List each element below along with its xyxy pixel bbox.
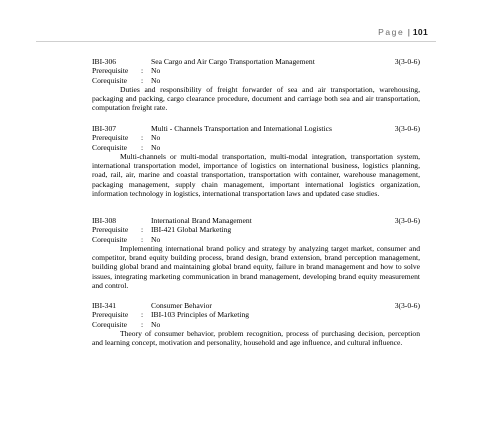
prerequisite-value: IBI-103 Principles of Marketing [151, 310, 250, 320]
course-description: Duties and responsibility of freight forwarder of sea and air transportation, warehousing, packaging and packing, cargo clearance procedure, document and carriage both sea and air transportation, computation freight rate. [92, 84, 420, 113]
course-description: Implementing international brand policy and strategy by analyzing target market, consumer and competitor, brand equity building process, brand design, brand extension, brand perception management, building global brand and maintaining global brand equity, failure in brand management and how to solve issues, integrating marketing communication in brand management, developing brand equity measurement and control. [92, 243, 420, 291]
course-code: IBI-306 [92, 57, 117, 66]
page-separator: | [405, 27, 410, 37]
course-entry [92, 57, 420, 113]
prerequisite-colon: : [141, 133, 144, 143]
corequisite-label: Corequisite [92, 319, 128, 329]
course-heading [92, 57, 420, 66]
course-entry [92, 216, 420, 290]
corequisite-value: No [151, 75, 161, 85]
corequisite-row [92, 76, 420, 85]
course-description: Multi-channels or multi-modal transportation, multi-modal integration, transportation system, international transportation model, importance of logistics on international business, logistics planning, road, rail, air, marine and coastal transportation, transportation with container, warehouse management, packaging management, supply chain management, important international logistics organization, information technology in logistics, international transportation laws and updated case studies. [92, 151, 420, 199]
prerequisite-colon: : [141, 66, 144, 76]
corequisite-label: Corequisite [92, 142, 128, 152]
prerequisite-row [92, 66, 420, 75]
prerequisite-colon: : [141, 310, 144, 320]
corequisite-row [92, 320, 420, 329]
corequisite-row [92, 235, 420, 244]
course-title: Sea Cargo and Air Cargo Transportation Management [151, 57, 315, 66]
corequisite-label: Corequisite [92, 75, 128, 85]
page-header [378, 27, 428, 37]
course-credits: 3(3-0-6) [394, 216, 420, 225]
course-title: Consumer Behavior [151, 301, 212, 310]
prerequisite-label: Prerequisite [92, 66, 129, 76]
prerequisite-value: No [151, 66, 161, 76]
corequisite-row [92, 143, 420, 152]
prerequisite-label: Prerequisite [92, 133, 129, 143]
prerequisite-row [92, 310, 420, 319]
course-code: IBI-341 [92, 301, 117, 310]
course-description: Theory of consumer behavior, problem recognition, process of purchasing decision, perception and learning concept, motivation and personality, household and age influence, and cultural influence. [92, 328, 420, 348]
header-rule [36, 41, 436, 42]
course-heading [92, 301, 420, 310]
course-credits: 3(3-0-6) [394, 301, 420, 310]
prerequisite-row [92, 225, 420, 234]
corequisite-colon: : [141, 75, 144, 85]
course-credits: 3(3-0-6) [394, 57, 420, 66]
course-title: Multi - Channels Transportation and International Logistics [151, 124, 332, 133]
prerequisite-colon: : [141, 225, 144, 235]
prerequisite-label: Prerequisite [92, 225, 129, 235]
corequisite-value: No [151, 319, 161, 329]
course-heading [92, 216, 420, 225]
course-entry [92, 301, 420, 347]
page-number: 101 [412, 27, 428, 37]
corequisite-label: Corequisite [92, 234, 128, 244]
course-entry [92, 124, 420, 198]
page-label: Page [378, 27, 405, 37]
prerequisite-row [92, 133, 420, 142]
prerequisite-label: Prerequisite [92, 310, 129, 320]
prerequisite-value: No [151, 133, 161, 143]
course-code: IBI-307 [92, 124, 117, 133]
course-credits: 3(3-0-6) [394, 124, 420, 133]
course-code: IBI-308 [92, 216, 117, 225]
corequisite-colon: : [141, 234, 144, 244]
course-title: International Brand Management [151, 216, 252, 225]
corequisite-colon: : [141, 319, 144, 329]
corequisite-value: No [151, 234, 161, 244]
corequisite-value: No [151, 142, 161, 152]
course-heading [92, 124, 420, 133]
prerequisite-value: IBI-421 Global Marketing [151, 225, 232, 235]
corequisite-colon: : [141, 142, 144, 152]
